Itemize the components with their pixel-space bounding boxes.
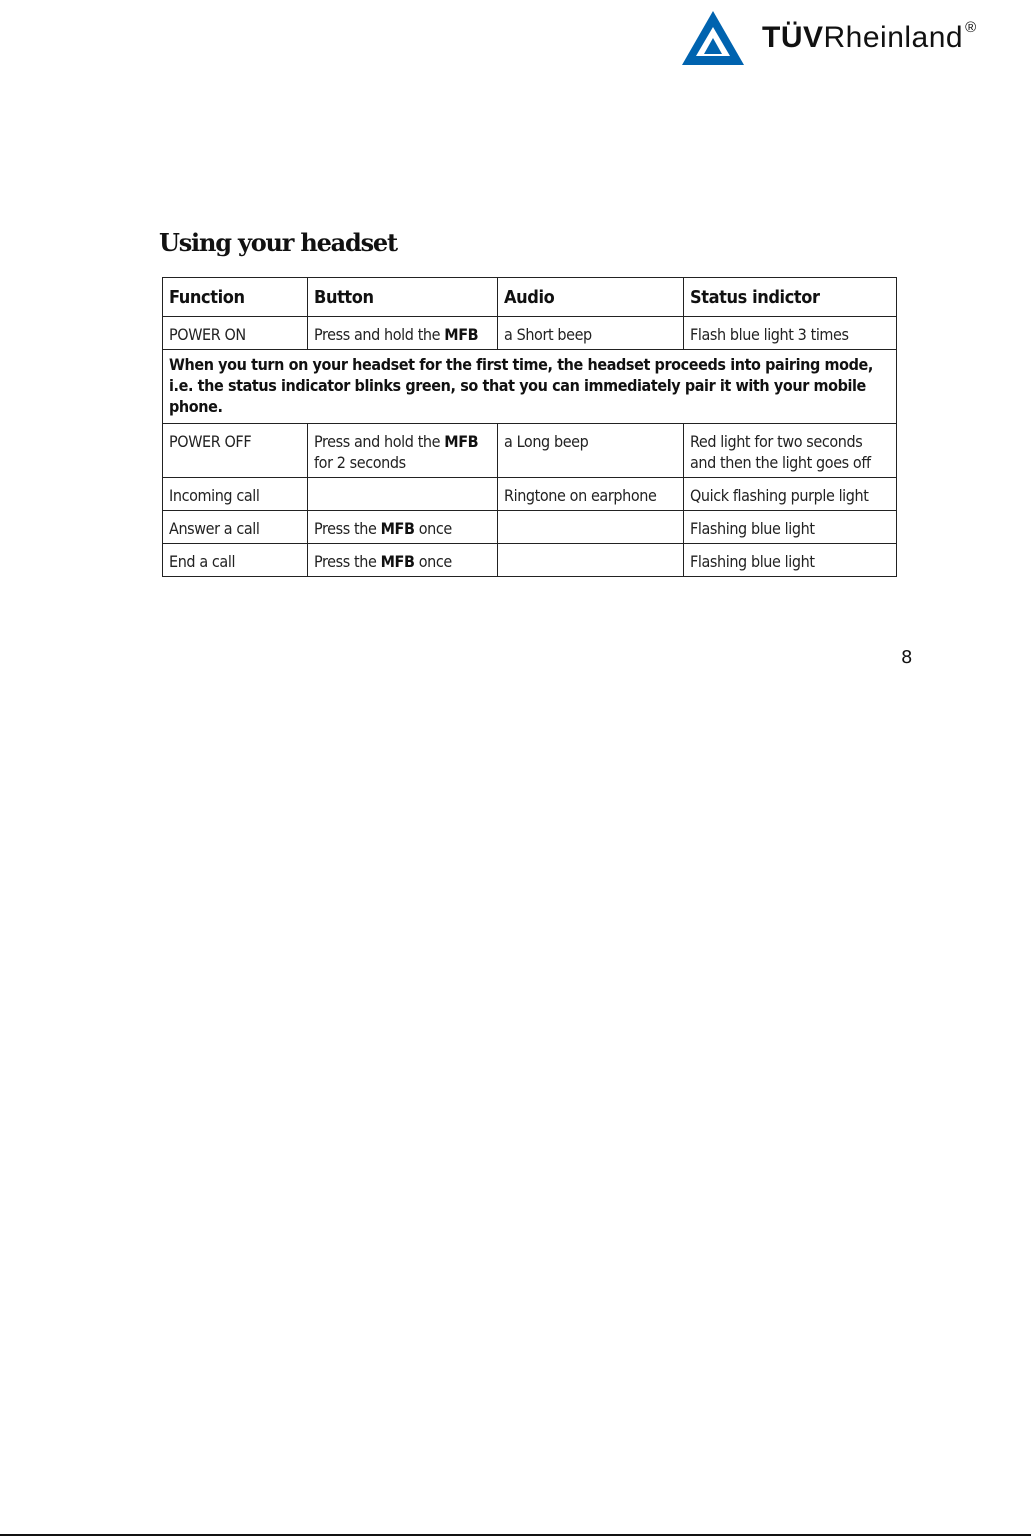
cell-status: Quick flashing purple light <box>684 478 897 511</box>
cell-status: Flashing blue light <box>684 544 897 577</box>
table-row-end-call <box>163 544 897 577</box>
cell-audio: Ringtone on earphone <box>498 478 684 511</box>
mfb-label: MFB <box>444 325 479 344</box>
cell-status: Flashing blue light <box>684 511 897 544</box>
table-row-power-off <box>163 424 897 478</box>
mfb-label: MFB <box>444 432 479 451</box>
cell-audio: a Short beep <box>498 317 684 350</box>
cell-function: End a call <box>163 544 308 577</box>
triangle-logo-icon <box>680 8 746 68</box>
cell-audio: a Long beep <box>498 424 684 478</box>
pairing-note: When you turn on your headset for the first time, the headset proceeds into pairing mode, i.e. the status indicator blinks green, so that you can immediately pair it with your mobile phone. <box>163 350 897 424</box>
cell-button-text: Press and hold the <box>314 325 445 344</box>
cell-status: Flash blue light 3 times <box>684 317 897 350</box>
section-title: Using your headset <box>159 228 397 257</box>
logo-wordmark <box>762 21 977 55</box>
header-button: Button <box>308 278 498 317</box>
cell-button <box>308 424 498 478</box>
cell-button <box>308 317 498 350</box>
cell-function: POWER OFF <box>163 424 308 478</box>
cell-function: Answer a call <box>163 511 308 544</box>
headset-functions-table <box>162 277 897 577</box>
header-function: Function <box>163 278 308 317</box>
cell-button <box>308 478 498 511</box>
cell-audio <box>498 544 684 577</box>
table-row-pairing-note <box>163 350 897 424</box>
cell-status: Red light for two seconds and then the light goes off <box>684 424 897 478</box>
header-status: Status indictor <box>684 278 897 317</box>
header-audio: Audio <box>498 278 684 317</box>
cell-button <box>308 511 498 544</box>
footer-divider <box>0 1534 1031 1536</box>
page-number: 8 <box>901 647 913 668</box>
logo-wordmark-bold: TÜV <box>762 21 824 54</box>
cell-function: Incoming call <box>163 478 308 511</box>
cell-button-text: Press and hold the <box>314 432 445 451</box>
mfb-label: MFB <box>380 552 415 571</box>
table-header-row <box>163 278 897 317</box>
table-row-answer-call <box>163 511 897 544</box>
cell-button-text-post: for 2 seconds <box>314 453 406 472</box>
registered-mark: ® <box>965 19 977 36</box>
cell-button-text-post: once <box>414 552 452 571</box>
table-row-power-on <box>163 317 897 350</box>
table-row-incoming-call <box>163 478 897 511</box>
cell-function: POWER ON <box>163 317 308 350</box>
logo-wordmark-regular: Rheinland <box>823 21 964 54</box>
cell-button-text: Press the <box>314 519 381 538</box>
cell-button-text: Press the <box>314 552 381 571</box>
mfb-label: MFB <box>380 519 415 538</box>
tuv-rheinland-logo <box>680 6 977 70</box>
cell-button <box>308 544 498 577</box>
cell-button-text-post: once <box>414 519 452 538</box>
cell-audio <box>498 511 684 544</box>
